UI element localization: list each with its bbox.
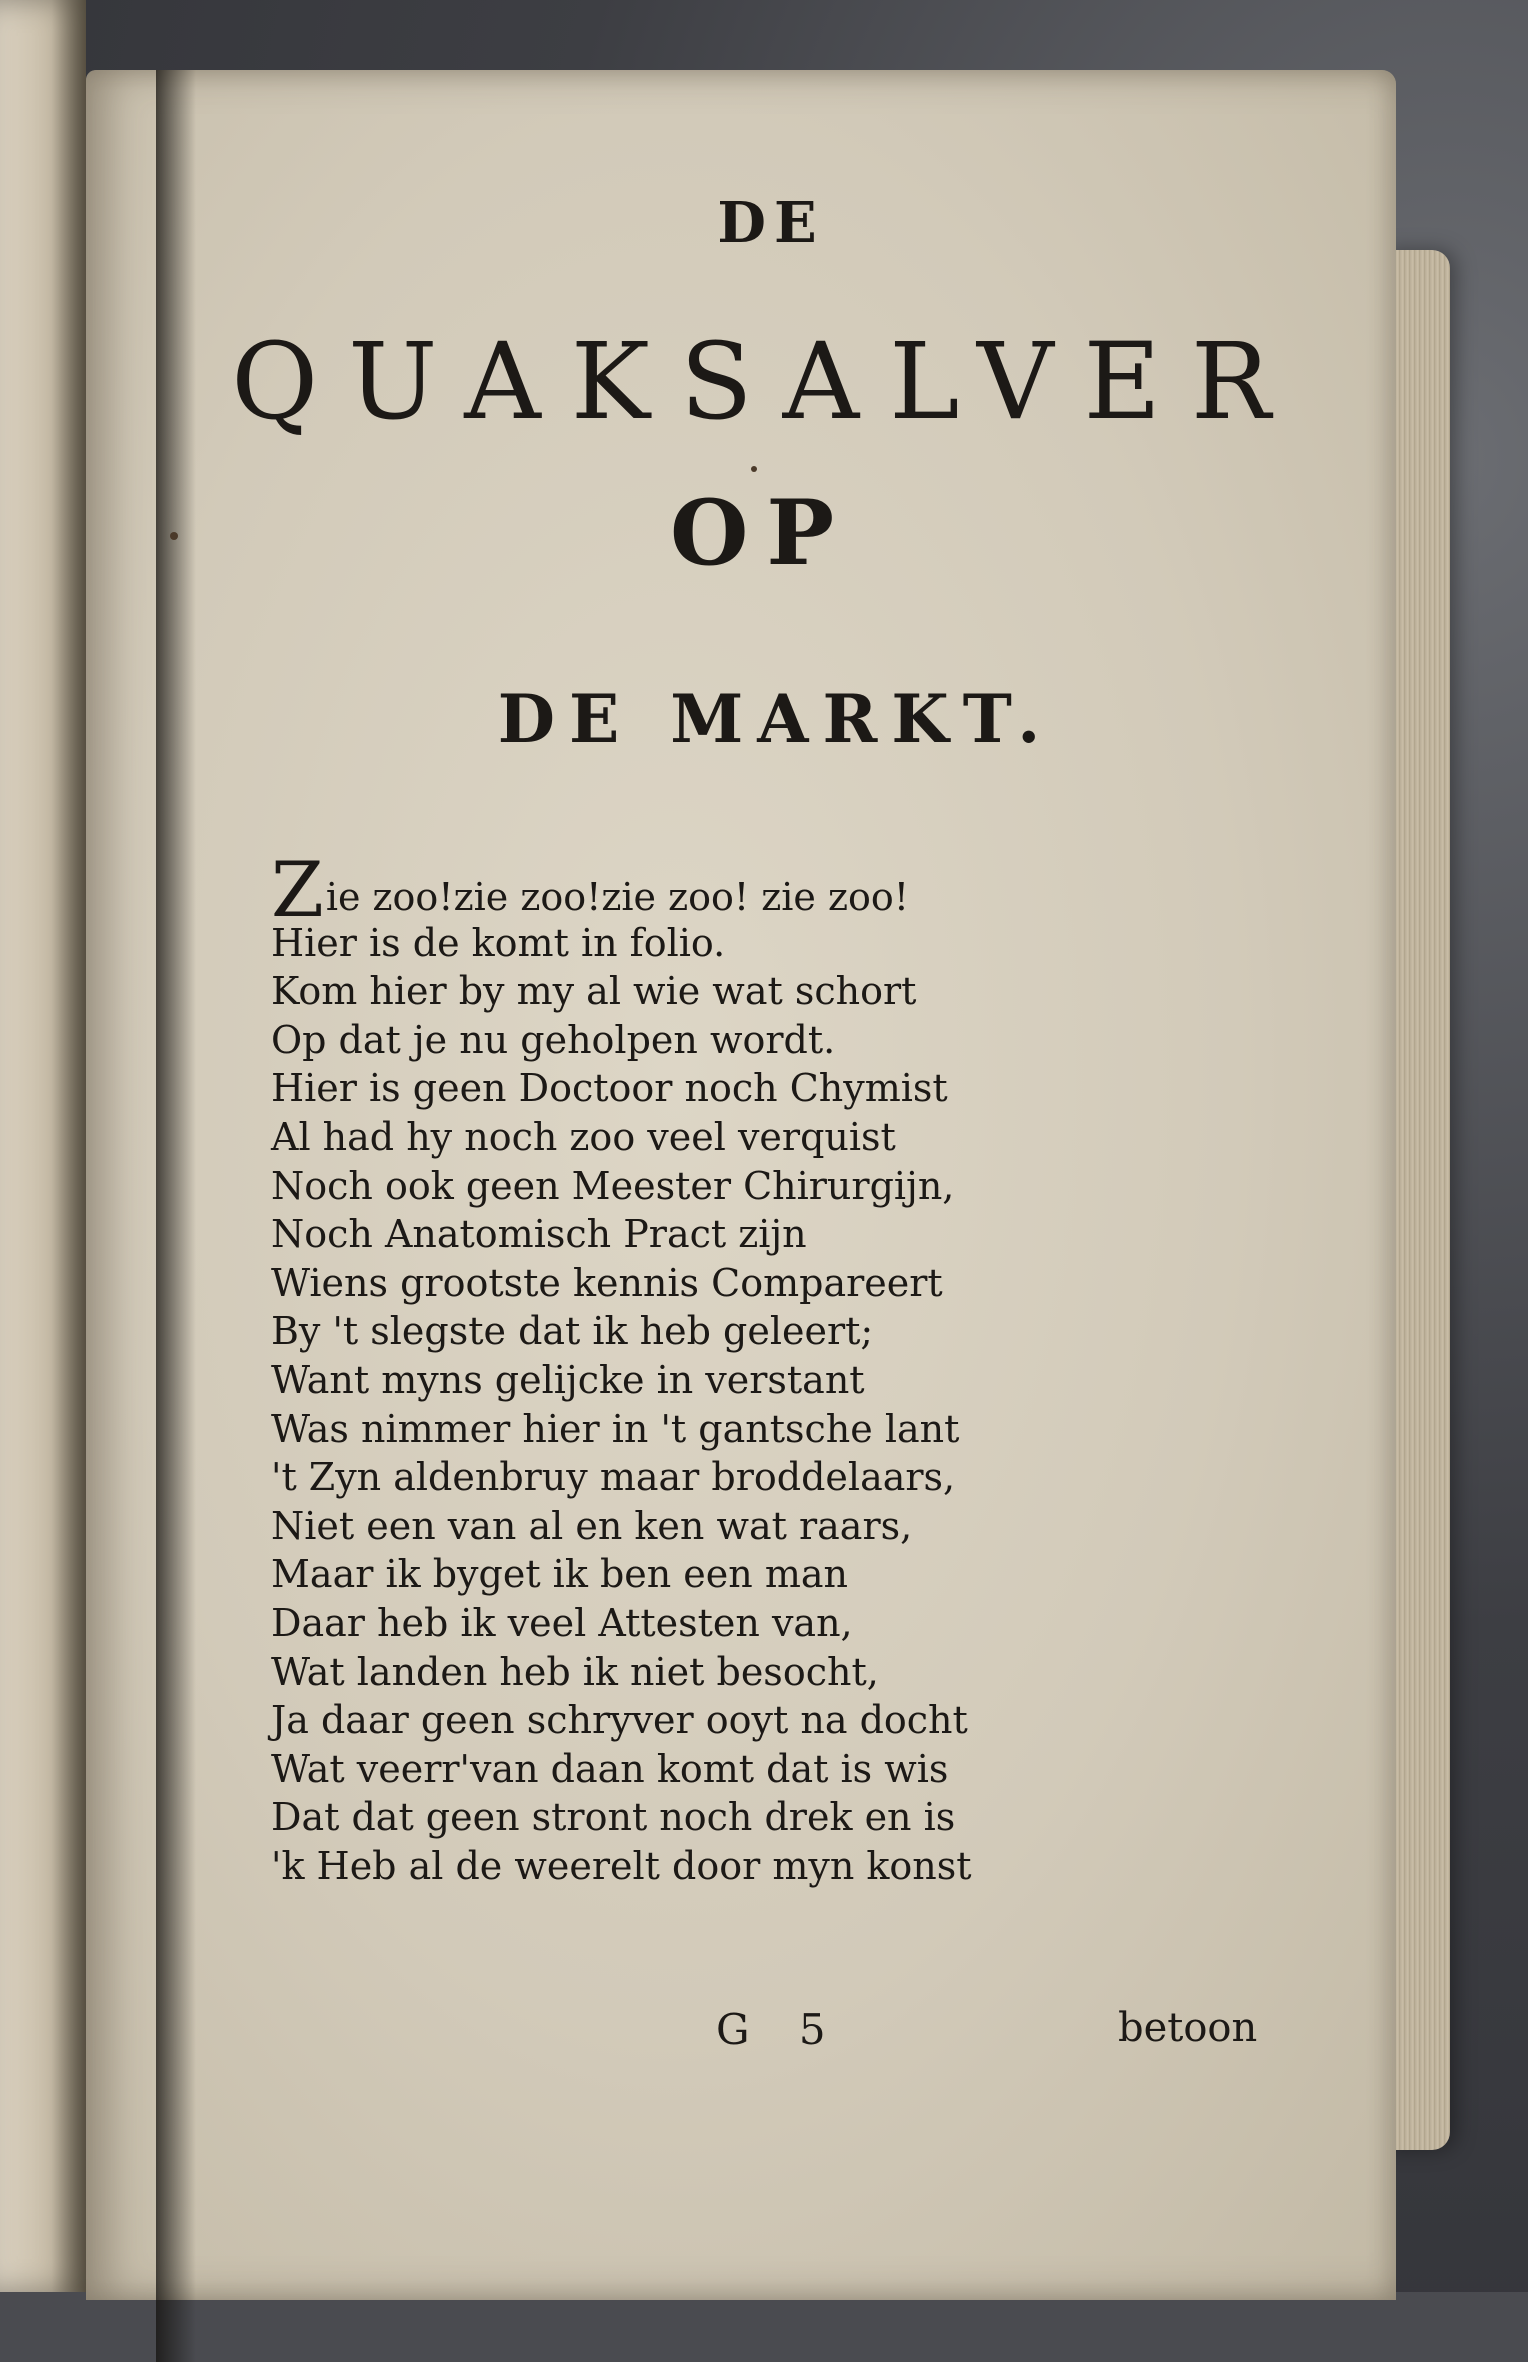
poem-line: Hier is de komt in folio. <box>271 920 726 965</box>
heading-title: QUAKSALVER <box>231 320 1301 443</box>
heading-article: DE <box>717 190 825 256</box>
poem-line: Op dat je nu geholpen wordt. <box>271 1017 836 1062</box>
poem-line: Kom hier by my al wie wat schort <box>271 969 917 1014</box>
poem-line: Al had hy noch zoo veel verquist <box>271 1114 896 1159</box>
poem-line: Ja daar geen schryver ooyt na docht <box>271 1698 968 1743</box>
poem-line <box>271 845 1171 934</box>
left-page-edge <box>0 0 86 2292</box>
poem-line: Noch Anatomisch Pract zijn <box>271 1212 807 1257</box>
poem-line: Hier is geen Doctoor noch Chymist <box>271 1066 948 1111</box>
poem-line: Want myns gelijcke in verstant <box>271 1357 865 1402</box>
poem-line: Noch ook geen Meester Chirurgijn, <box>271 1163 955 1208</box>
heading-subtitle: DE MARKT. <box>497 680 1055 758</box>
poem-line: 't Zyn aldenbruy maar broddelaars, <box>271 1455 956 1500</box>
poem-line: Wat veerr'van daan komt dat is wis <box>271 1746 949 1791</box>
poem-line: Maar ik byget ik ben een man <box>271 1552 848 1597</box>
poem-line: Wiens grootste kennis Compareert <box>271 1260 943 1305</box>
signature-mark: G 5 <box>716 2005 844 2054</box>
book-page <box>86 70 1396 2300</box>
drop-cap: Z <box>271 845 324 934</box>
first-line-text: ie zoo!zie zoo!zie zoo! zie zoo! <box>325 875 910 919</box>
paper-speck <box>751 466 757 472</box>
poem-line: 'k Heb al de weerelt door myn konst <box>271 1843 972 1888</box>
poem-line: Was nimmer hier in 't gantsche lant <box>271 1406 960 1451</box>
poem-text <box>271 845 1171 1890</box>
poem-line: Dat dat geen stront noch drek en is <box>271 1795 956 1840</box>
heading-preposition: OP <box>669 480 853 586</box>
poem-line: By 't slegste dat ik heb geleert; <box>271 1309 874 1354</box>
poem-line: Wat landen heb ik niet besocht, <box>271 1649 879 1694</box>
poem-line: Niet een van al en ken wat raars, <box>271 1503 913 1548</box>
poem-line: Daar heb ik veel Attesten van, <box>271 1600 853 1645</box>
catchword: betoon <box>1118 2005 1258 2051</box>
